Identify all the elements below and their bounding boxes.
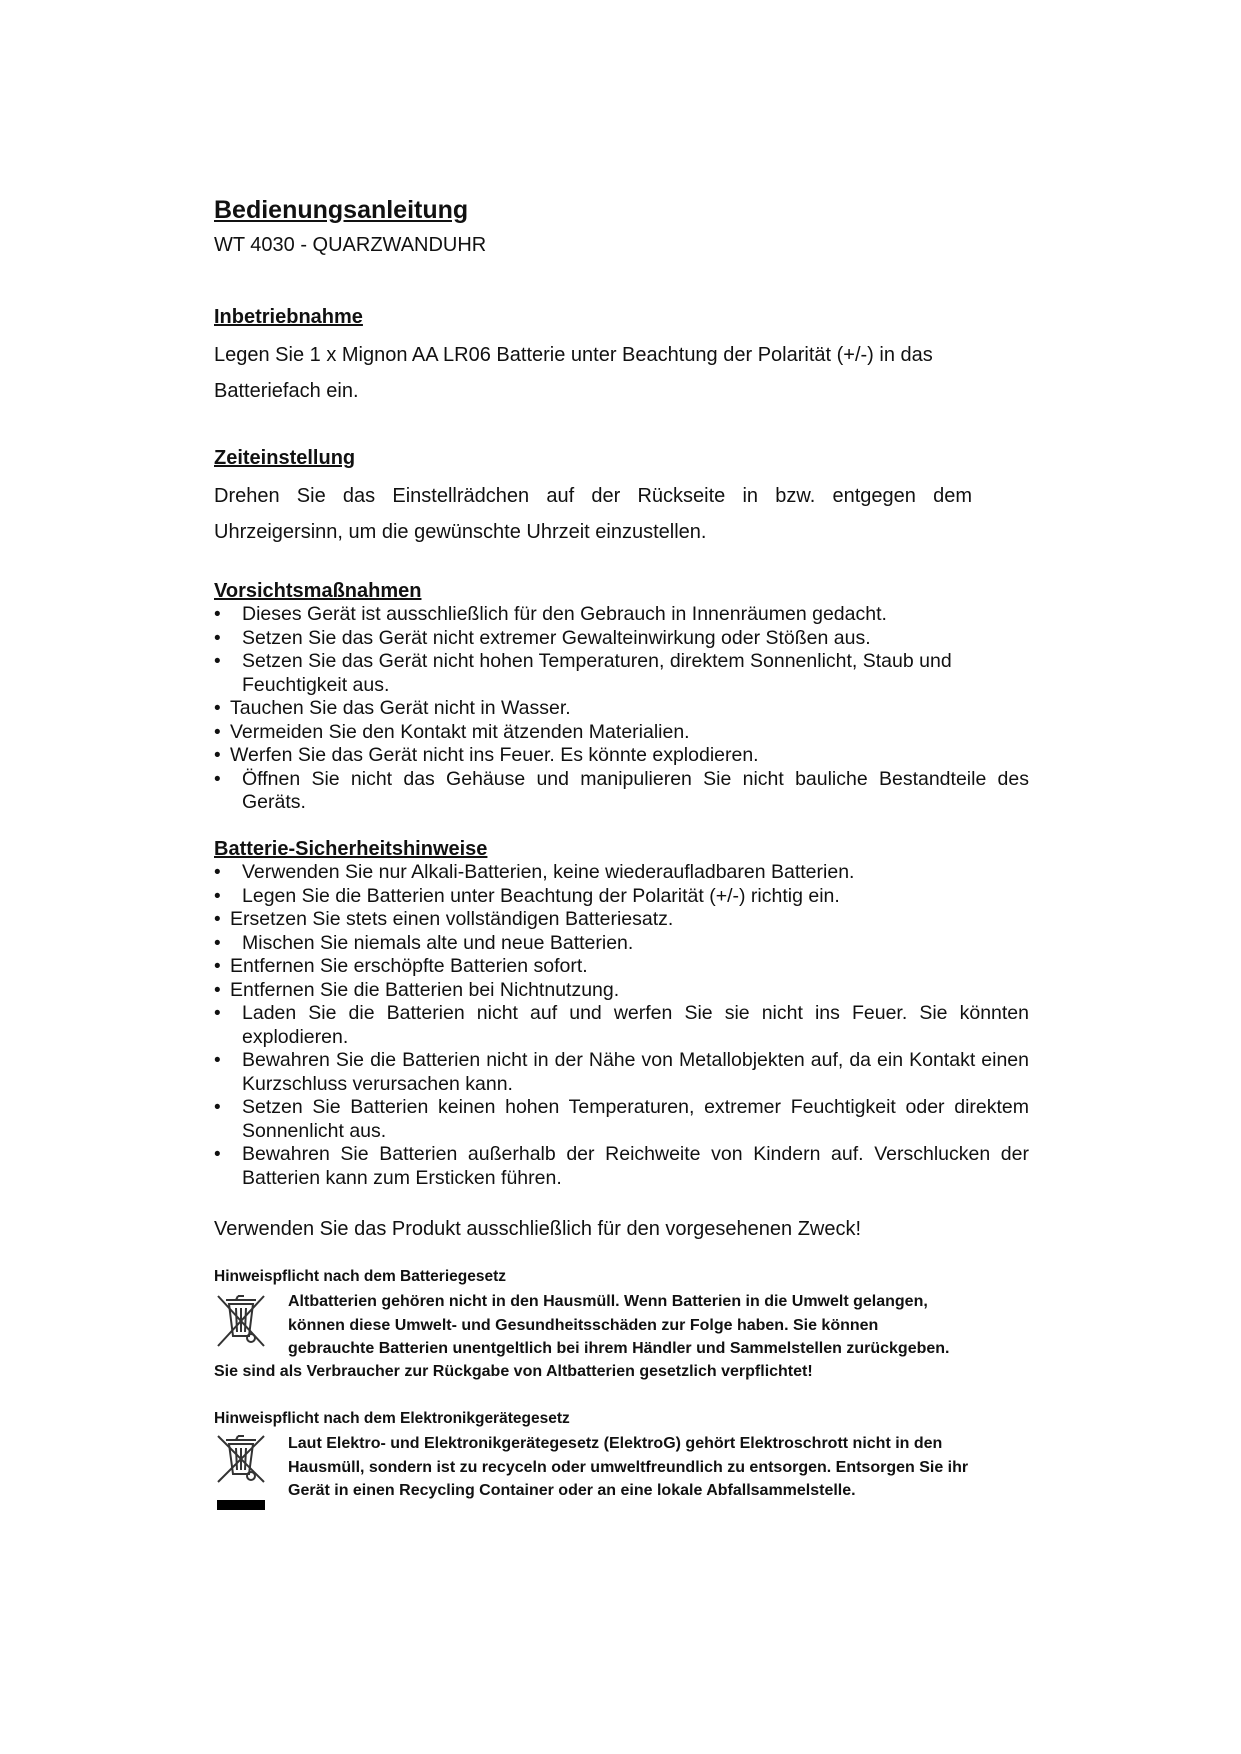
zeiteinstellung-line-2: Uhrzeigersinn, um die gewünschte Uhrzeit einzustellen. <box>214 521 707 543</box>
elektrogesetz-line-3: Gerät in einen Recycling Container oder an eine lokale Abfallsammelstelle. <box>288 1482 856 1499</box>
list-item-text: Mischen Sie niemals alte und neue Batterien. <box>242 931 634 954</box>
list-item-text: Verwenden Sie nur Alkali-Batterien, keine wiederaufladbaren Batterien. <box>242 861 855 883</box>
list-item-text: Setzen Sie das Gerät nicht hohen Temperaturen, direktem Sonnenlicht, Staub und Feuchtigkeit aus. <box>242 650 952 696</box>
list-item-text: Laden Sie die Batterien nicht auf und werfen Sie sie nicht ins Feuer. Sie könnten explodieren. <box>242 1002 1029 1048</box>
zeiteinstellung-line-1: Drehen Sie das Einstellrädchen auf der Rückseite in bzw. entgegen dem <box>214 485 972 507</box>
list-item-text: Bewahren Sie Batterien außerhalb der Reichweite von Kindern auf. Verschlucken der Batterien kann zum Ersticken führen. <box>242 1143 1029 1189</box>
list-item-text: Öffnen Sie nicht das Gehäuse und manipulieren Sie nicht bauliche Bestandteile des Geräts. <box>242 767 1029 813</box>
batteriegesetz-text <box>288 1290 1038 1361</box>
batteriegesetz-line-1: Altbatterien gehören nicht in den Hausmüll. Wenn Batterien in die Umwelt gelangen, <box>288 1293 928 1310</box>
list-item-text: Bewahren Sie die Batterien nicht in der Nähe von Metallobjekten auf, da ein Kontakt einen Kurzschluss verursachen kann. <box>242 1049 1029 1095</box>
list-item: • Setzen Sie das Gerät nicht extremer Gewalteinwirkung oder Stößen aus. <box>214 626 871 649</box>
list-item: • Werfen Sie das Gerät nicht ins Feuer. Es könnte explodieren. <box>214 744 759 766</box>
batteriegesetz-line-3: gebrauchte Batterien unentgeltlich bei ihrem Händler und Sammelstellen zurückgeben. <box>288 1340 950 1357</box>
crossed-out-bin-icon-graphic <box>212 1290 270 1352</box>
list-item: • Ersetzen Sie stets einen vollständigen Batteriesatz. <box>214 908 674 930</box>
heading-elektrogesetz: Hinweispflicht nach dem Elektronikgerätegesetz <box>214 1410 570 1427</box>
weee-solid-bar <box>217 1500 265 1510</box>
weee-bin-icon <box>212 1432 270 1499</box>
list-item-text: Tauchen Sie das Gerät nicht in Wasser. <box>230 697 571 719</box>
list-item-text: Vermeiden Sie den Kontakt mit ätzenden Materialien. <box>230 720 690 743</box>
list-item: • Dieses Gerät ist ausschließlich für den Gebrauch in Innenräumen gedacht. <box>214 603 887 625</box>
page-title: Bedienungsanleitung <box>214 196 469 224</box>
list-item-text: Entfernen Sie erschöpfte Batterien sofort. <box>230 955 588 977</box>
list-item: • Entfernen Sie erschöpfte Batterien sofort. <box>214 955 588 977</box>
list-item: • Setzen Sie Batterien keinen hohen Temperaturen, extremer Feuchtigkeit oder direktem Sonnenlicht aus. <box>214 1096 1029 1142</box>
crossed-out-bin-icon <box>212 1290 270 1357</box>
heading-zeiteinstellung: Zeiteinstellung <box>214 447 356 469</box>
precautions-list <box>214 603 1029 815</box>
elektrogesetz-line-2: Hausmüll, sondern ist zu recyceln oder umweltfreundlich zu entsorgen. Entsorgen Sie ihr <box>288 1458 969 1476</box>
list-item-text: Ersetzen Sie stets einen vollständigen Batteriesatz. <box>230 908 674 930</box>
inbetriebnahme-line-1: Legen Sie 1 x Mignon AA LR06 Batterie unter Beachtung der Polarität (+/-) in das <box>214 344 933 366</box>
weee-bin-icon-graphic <box>212 1432 270 1494</box>
list-item-text: Setzen Sie das Gerät nicht extremer Gewalteinwirkung oder Stößen aus. <box>242 626 871 649</box>
list-item: • Entfernen Sie die Batterien bei Nichtnutzung. <box>214 978 620 1001</box>
list-item: • Legen Sie die Batterien unter Beachtung der Polarität (+/-) richtig ein. <box>214 884 840 907</box>
list-item: • Verwenden Sie nur Alkali-Batterien, keine wiederaufladbaren Batterien. <box>214 861 855 883</box>
list-item: • Laden Sie die Batterien nicht auf und werfen Sie sie nicht ins Feuer. Sie könnten explodieren. <box>214 1002 1029 1048</box>
batteriegesetz-line-2: können diese Umwelt- und Gesundheitsschäden zur Folge haben. Sie können <box>288 1316 879 1334</box>
battery-safety-list <box>214 861 1029 1190</box>
list-item: • Öffnen Sie nicht das Gehäuse und manipulieren Sie nicht bauliche Bestandteile des Geräts. <box>214 767 1029 813</box>
inbetriebnahme-text <box>214 337 994 409</box>
zeiteinstellung-text <box>214 478 972 550</box>
heading-batterie-sicherheitshinweise: Batterie-Sicherheitshinweise <box>214 838 488 860</box>
usage-note: Verwenden Sie das Produkt ausschließlich für den vorgesehenen Zweck! <box>214 1218 862 1240</box>
list-item-text: Setzen Sie Batterien keinen hohen Temperaturen, extremer Feuchtigkeit oder direktem Sonnenlicht aus. <box>242 1096 1029 1142</box>
heading-inbetriebnahme: Inbetriebnahme <box>214 306 363 328</box>
elektrogesetz-line-1: Laut Elektro- und Elektronikgerätegesetz (ElektroG) gehört Elektroschrott nicht in den <box>288 1435 943 1452</box>
list-item-text: Legen Sie die Batterien unter Beachtung der Polarität (+/-) richtig ein. <box>242 884 840 907</box>
list-item: • Bewahren Sie Batterien außerhalb der Reichweite von Kindern auf. Verschlucken der Batterien kann zum Ersticken führen. <box>214 1143 1029 1189</box>
list-item-text: Dieses Gerät ist ausschließlich für den Gebrauch in Innenräumen gedacht. <box>242 603 887 625</box>
product-subtitle: WT 4030 - QUARZWANDUHR <box>214 234 487 256</box>
elektrogesetz-text <box>288 1432 1048 1503</box>
list-item: • Mischen Sie niemals alte und neue Batterien. <box>214 931 634 954</box>
list-item-text: Werfen Sie das Gerät nicht ins Feuer. Es könnte explodieren. <box>230 744 759 766</box>
heading-batteriegesetz: Hinweispflicht nach dem Batteriegesetz <box>214 1268 506 1285</box>
list-item: • Setzen Sie das Gerät nicht hohen Temperaturen, direktem Sonnenlicht, Staub und Feuchtigkeit aus. <box>214 650 952 696</box>
list-item-text: Entfernen Sie die Batterien bei Nichtnutzung. <box>230 978 620 1001</box>
list-item: • Vermeiden Sie den Kontakt mit ätzenden Materialien. <box>214 720 690 743</box>
inbetriebnahme-line-2: Batteriefach ein. <box>214 380 359 402</box>
list-item: • Tauchen Sie das Gerät nicht in Wasser. <box>214 697 571 719</box>
batteriegesetz-line-4: Sie sind als Verbraucher zur Rückgabe von Altbatterien gesetzlich verpflichtet! <box>214 1363 813 1380</box>
heading-vorsichtsmassnahmen: Vorsichtsmaßnahmen <box>214 580 422 602</box>
list-item: • Bewahren Sie die Batterien nicht in der Nähe von Metallobjekten auf, da ein Kontakt einen Kurzschluss verursachen kann. <box>214 1049 1029 1095</box>
